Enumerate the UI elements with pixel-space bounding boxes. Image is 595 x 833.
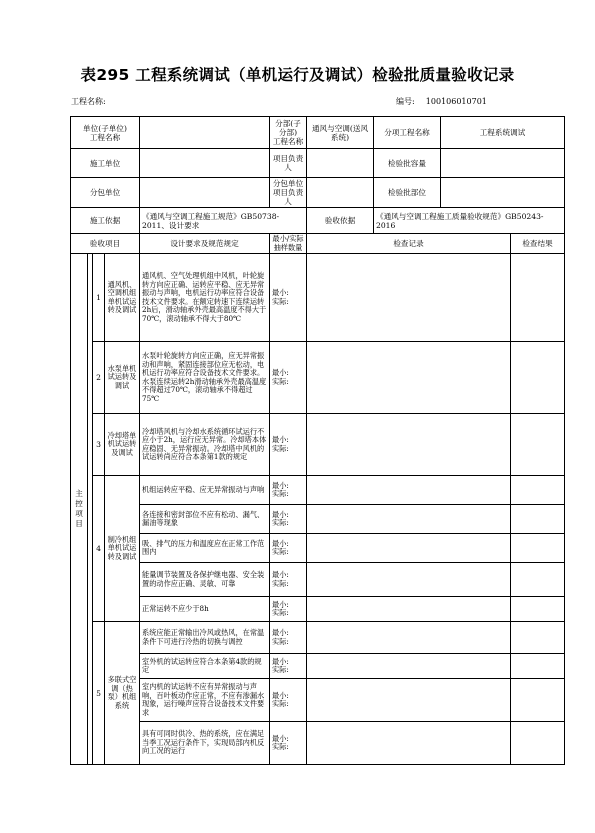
min-actual-cell[interactable] <box>270 534 307 563</box>
actual-label: 实际: <box>272 296 289 306</box>
min-actual-cell[interactable] <box>270 414 307 476</box>
col-item-label: 验收项目 <box>89 239 121 249</box>
subitem-value-cell <box>441 117 565 149</box>
batch-location-value-cell[interactable] <box>441 178 565 208</box>
code-field <box>396 96 487 107</box>
min-label: 最小: <box>272 733 289 743</box>
batch-location-label-cell <box>374 178 441 208</box>
item-requirement <box>140 679 270 722</box>
result-cell[interactable] <box>511 414 565 476</box>
main-items-label: 主 控 项 目 <box>75 489 83 529</box>
actual-label: 实际: <box>272 443 289 453</box>
result-cell[interactable] <box>511 679 565 722</box>
actual-label: 实际: <box>272 578 289 588</box>
unit-label-cell <box>71 117 140 149</box>
subunit-value: 通风与空调(送风系统) <box>311 123 369 142</box>
result-cell[interactable] <box>511 654 565 679</box>
actual-label: 实际: <box>272 489 289 499</box>
result-cell[interactable] <box>511 534 565 563</box>
result-cell[interactable] <box>511 505 565 534</box>
item-number <box>93 622 105 765</box>
item-name <box>105 622 140 765</box>
min-actual-cell[interactable] <box>270 722 307 765</box>
actual-label: 实际: <box>272 699 289 709</box>
contractor-value-cell[interactable] <box>140 149 270 178</box>
batch-capacity-label: 检验批容量 <box>388 158 426 168</box>
min-label: 最小: <box>272 435 289 445</box>
result-cell[interactable] <box>511 722 565 765</box>
min-actual-cell[interactable] <box>270 597 307 622</box>
item-number-text: 4 <box>96 544 101 554</box>
col-requirement-label: 设计要求及规范规定 <box>170 239 239 249</box>
col-item-header <box>71 234 140 254</box>
actual-label: 实际: <box>272 665 289 675</box>
contractor-label-cell <box>71 149 140 178</box>
record-cell[interactable] <box>307 563 511 597</box>
item-requirement <box>140 534 270 563</box>
basis-value-cell <box>140 208 307 234</box>
col-result-header <box>511 234 565 254</box>
min-label: 最小: <box>272 628 289 638</box>
actual-label: 实际: <box>272 547 289 557</box>
min-label: 最小: <box>272 509 289 519</box>
batch-location-label: 检验批部位 <box>388 188 426 197</box>
subitem-value: 工程系统调试 <box>479 128 526 137</box>
unit-label: 单位(子单位) 工程名称 <box>83 123 127 142</box>
subunit-label-cell <box>270 117 307 149</box>
record-cell[interactable] <box>307 679 511 722</box>
item-name <box>105 414 140 476</box>
item-number-text: 1 <box>96 293 101 303</box>
min-actual-cell[interactable] <box>270 505 307 534</box>
record-cell[interactable] <box>307 722 511 765</box>
form-title: 表295 工程系统调试（单机运行及调试）检验批质量验收记录 <box>80 66 515 84</box>
item-name <box>105 342 140 414</box>
record-cell[interactable] <box>307 342 511 414</box>
result-cell[interactable] <box>511 622 565 654</box>
item-number <box>93 342 105 414</box>
batch-capacity-value-cell[interactable] <box>441 149 565 178</box>
item-number-text: 5 <box>96 688 101 698</box>
item-number <box>93 414 105 476</box>
min-actual-cell[interactable] <box>270 563 307 597</box>
subcontractor-value-cell[interactable] <box>140 178 270 208</box>
item-requirement-text: 正常运转不应少于8h <box>142 603 209 613</box>
min-actual-cell[interactable] <box>270 622 307 654</box>
item-name-text: 制冷机组单机试运转及调试 <box>107 534 137 561</box>
subitem-label: 分项工程名称 <box>384 128 430 137</box>
sub-pm-label-cell <box>270 178 307 208</box>
pm-label: 项目负责人 <box>272 154 304 172</box>
item-number <box>93 476 105 622</box>
result-cell[interactable] <box>511 254 565 342</box>
record-cell[interactable] <box>307 622 511 654</box>
min-label: 最小: <box>272 599 289 609</box>
min-actual-cell[interactable] <box>270 342 307 414</box>
item-name-text: 多联式空调（热泵）机组系统 <box>107 675 137 710</box>
item-requirement-text: 冷却塔风机与冷却水系统循环试运行不应小于2h，运行应无异常。冷却塔本体应稳固、无异常振动。冷却塔中风机的试运转尚应符合本条第1款的规定 <box>142 426 267 462</box>
pm-value-cell[interactable] <box>307 149 374 178</box>
col-record-header <box>307 234 511 254</box>
item-requirement <box>140 622 270 654</box>
min-actual-cell[interactable] <box>270 654 307 679</box>
item-number-text: 3 <box>96 440 101 450</box>
unit-value-cell[interactable] <box>140 117 270 149</box>
item-number-text: 2 <box>96 373 101 383</box>
sub-pm-value-cell[interactable] <box>307 178 374 208</box>
min-label: 最小: <box>272 570 289 580</box>
record-cell[interactable] <box>307 534 511 563</box>
accept-basis-label-cell <box>307 208 374 234</box>
accept-basis-value: 《通风与空调工程施工质量验收规范》GB50243-2016 <box>376 211 544 230</box>
record-cell[interactable] <box>307 414 511 476</box>
min-label: 最小: <box>272 368 289 378</box>
item-requirement <box>140 414 270 476</box>
min-actual-cell[interactable] <box>270 679 307 722</box>
basis-label: 施工依据 <box>89 216 121 225</box>
item-requirement-text: 各连接和密封部位不应有松动、漏气、漏油等现象 <box>142 509 265 528</box>
item-requirement <box>140 654 270 679</box>
item-requirement-text: 吸、排气的压力和温度应在正常工作范围内 <box>142 538 265 557</box>
item-requirement-text: 室内机的试运转不应有异常振动与声响，百叶板动作应正常，不应有渗漏水现象，运行噪声应符合设备技术文件要求 <box>142 682 265 717</box>
actual-label: 实际: <box>272 376 289 386</box>
record-cell[interactable] <box>307 597 511 622</box>
col-record-label: 检查记录 <box>393 239 424 249</box>
item-requirement-text: 系统应能正常输出冷风或热风，在常温条件下可进行冷热的切换与调控 <box>142 628 265 646</box>
item-requirement <box>140 563 270 597</box>
min-label: 最小: <box>272 656 289 666</box>
accept-basis-value-cell <box>374 208 565 234</box>
result-cell[interactable] <box>511 563 565 597</box>
item-requirement-text: 通风机、空气处理机组中风机，叶轮旋转方向应正确、运转应平稳、应无异常振动与声响，电机运行功率应符合设备技术文件要求。在额定转速下连续运转2h后，滑动轴承外壳最高温度不得大于70℃，滚动轴承不得大于80℃ <box>142 270 267 323</box>
item-requirement <box>140 722 270 765</box>
code-label: 编号: <box>396 97 415 106</box>
basis-value: 《通风与空调工程施工规范》GB50738-2011、设计要求 <box>142 211 280 230</box>
item-requirement <box>140 505 270 534</box>
item-requirement-text: 机组运转应平稳、应无异常振动与声响 <box>142 484 265 494</box>
min-actual-cell[interactable] <box>270 254 307 342</box>
actual-label: 实际: <box>272 518 289 528</box>
col-requirement-header <box>140 234 270 254</box>
accept-basis-label: 验收依据 <box>324 216 356 225</box>
actual-label: 实际: <box>272 742 289 752</box>
item-requirement <box>140 254 270 342</box>
record-cell[interactable] <box>307 254 511 342</box>
basis-label-cell <box>71 208 140 234</box>
subcontractor-label: 分包单位 <box>89 188 121 197</box>
item-requirement-text: 具有可同时供冷、热的系统，应在满足当季工况运行条件下，实现局部内机反向工况的运行 <box>142 729 265 756</box>
item-requirement-text: 室外机的试运转应符合本条第4款的规定 <box>142 656 262 675</box>
inspection-form-table <box>70 116 565 765</box>
subitem-label-cell <box>374 117 441 149</box>
result-cell[interactable] <box>511 597 565 622</box>
result-cell[interactable] <box>511 342 565 414</box>
pm-label-cell <box>270 149 307 178</box>
item-name-text: 水泵单机试运转及调试 <box>107 363 137 390</box>
subunit-label: 分部(子分部) 工程名称 <box>272 119 304 146</box>
subcontractor-label-cell <box>71 178 140 208</box>
item-name-text: 冷却塔单机试运转及调试 <box>107 430 137 457</box>
result-cell[interactable] <box>511 476 565 505</box>
project-name-label: 工程名称: <box>71 97 106 106</box>
col-min-sample-header <box>270 234 307 254</box>
actual-label: 实际: <box>272 608 289 618</box>
record-cell[interactable] <box>307 476 511 505</box>
min-label: 最小: <box>272 480 289 490</box>
col-result-label: 检查结果 <box>522 239 553 249</box>
item-requirement <box>140 342 270 414</box>
sub-pm-label: 分包单位 项目负责人 <box>272 179 304 206</box>
item-requirement <box>140 476 270 505</box>
contractor-label: 施工单位 <box>89 158 121 168</box>
item-name <box>105 254 140 342</box>
item-number <box>93 254 105 342</box>
item-requirement-text: 能量调节装置及各保护继电器、安全装置的动作应正确、灵敏、可靠 <box>142 570 265 588</box>
item-name <box>105 476 140 622</box>
batch-capacity-label-cell <box>374 149 441 178</box>
min-label: 最小: <box>272 690 289 700</box>
min-label: 最小: <box>272 538 289 548</box>
actual-label: 实际: <box>272 636 289 646</box>
record-cell[interactable] <box>307 505 511 534</box>
col-min-sample-label: 最小/实际 抽样数量 <box>272 234 304 252</box>
record-cell[interactable] <box>307 654 511 679</box>
min-label: 最小: <box>272 288 289 298</box>
main-items-category <box>71 254 88 765</box>
code-value: 100106010701 <box>425 97 487 106</box>
min-actual-cell[interactable] <box>270 476 307 505</box>
item-requirement <box>140 597 270 622</box>
subunit-value-cell <box>307 117 374 149</box>
item-name-text: 通风机、空调机组单机试运转及调试 <box>107 279 137 315</box>
item-requirement-text: 水泵叶轮旋转方向应正确，应无异常振动和声响，紧固连接部位应无松动，电机运行功率应符合设备技术文件要求。水泵连续运转2h滑动轴承外壳最高温度不得超过70℃，滚动轴承不得超过75℃ <box>142 350 267 403</box>
